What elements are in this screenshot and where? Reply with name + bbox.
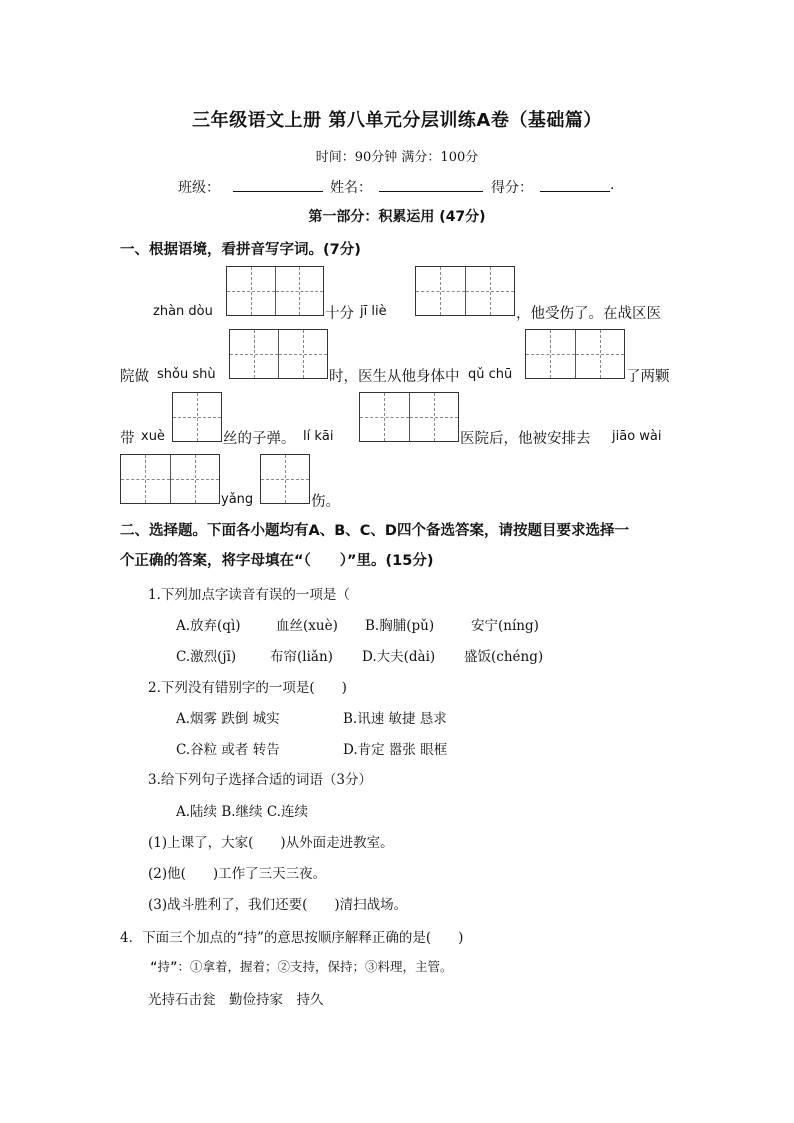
- writing-grid-xue[interactable]: [172, 392, 222, 442]
- q1-option-c1: C.激烈(jī): [176, 649, 237, 665]
- q3-sentence-1: (1)上课了，大家( )从外面走进教室。: [148, 835, 394, 851]
- pinyin-jilie: jī liè: [360, 304, 387, 319]
- q1-option-b2: 安宁(níng): [471, 618, 539, 634]
- q1-option-a2: 血丝(xuè): [276, 618, 338, 634]
- q3-word-options: A.陆续 B.继续 C.连续: [176, 804, 308, 820]
- score-label: 得分：: [491, 180, 533, 196]
- exam-time-score: 时间：90分钟 满分：100分: [315, 150, 479, 165]
- class-label: 班级：: [178, 180, 220, 196]
- score-blank[interactable]: [540, 177, 610, 196]
- part-one-title: 第一部分：积累运用 (47分): [308, 209, 486, 225]
- pinyin-quchu: qǔ chū: [468, 367, 513, 382]
- q3-sentence-3: (3)战斗胜利了，我们还要( )清扫战场。: [148, 897, 408, 913]
- q1-option-d2: 盛饭(chéng): [464, 649, 544, 665]
- section-two-heading-line2: 个正确的答案，将字母填在“（ ）”里。(15分): [120, 553, 434, 569]
- section-two-heading-line1: 二、选择题。下面各小题均有A、B、C、D四个备选答案，请按题目要求选择一: [120, 523, 629, 539]
- writing-grid-shoushu[interactable]: [229, 329, 328, 379]
- question-1-stem: 1.下列加点字读音有误的一项是（: [148, 587, 350, 603]
- question-4-stem: 4．下面三个加点的“持”的意思按顺序解释正确的是( ): [120, 930, 464, 946]
- pinyin-likai: lí kāi: [303, 429, 334, 444]
- text-shiyisheng: 时，医生从他身体中: [329, 369, 460, 385]
- q2-option-d: D.肯定 嚣张 眼框: [343, 742, 448, 758]
- writing-grid-likai[interactable]: [359, 392, 459, 442]
- writing-grid-zhandou[interactable]: [226, 266, 324, 316]
- text-dai: 带: [120, 431, 135, 447]
- q3-sentence-2: (2)他( )工作了三天三夜。: [148, 866, 327, 882]
- section-one-heading: 一、根据语境，看拼音写字词。(7分): [120, 242, 361, 258]
- score-end-mark: .: [610, 177, 615, 193]
- name-label: 姓名：: [330, 180, 372, 196]
- pinyin-yang: yǎng: [221, 492, 254, 507]
- question-3-stem: 3.给下列句子选择合适的词语（3分）: [148, 772, 372, 788]
- text-line1-end: ，他受伤了。在战区医: [516, 306, 661, 322]
- question-2-stem: 2.下列没有错别字的一项是( ): [148, 680, 347, 696]
- page-title: 三年级语文上册 第八单元分层训练A卷（基础篇）: [192, 110, 602, 131]
- text-yuanzuo: 院做: [120, 369, 149, 385]
- pinyin-jiaowai: jiāo wài: [612, 429, 662, 444]
- writing-grid-yang[interactable]: [260, 454, 310, 504]
- q1-option-c2: 布帘(liǎn): [270, 649, 333, 665]
- q2-option-a: A.烟雾 跌倒 城实: [176, 711, 280, 727]
- name-blank[interactable]: [379, 177, 483, 196]
- q1-option-a1: A.放弃(qì): [176, 618, 241, 634]
- class-blank[interactable]: [233, 177, 323, 196]
- text-sizidan: 丝的子弹。: [223, 431, 296, 447]
- text-lianke: 了两颗: [626, 369, 670, 385]
- q2-option-b: B.讯速 敏捷 恳求: [343, 711, 447, 727]
- text-shifen: 十分: [325, 306, 354, 322]
- pinyin-zhandou: zhàn dòu: [153, 304, 213, 319]
- writing-grid-jilie[interactable]: [415, 266, 515, 316]
- q4-words: 光持石击瓮 勤俭持家 持久: [148, 992, 324, 1008]
- text-yiyuanhou: 医院后，他被安排去: [460, 431, 591, 447]
- writing-grid-jiaowai[interactable]: [120, 454, 220, 504]
- q1-option-d1: D.大夫(dài): [362, 649, 436, 665]
- text-shang: 伤。: [311, 494, 340, 510]
- q4-definition: “持”：①拿着，握着；②支持，保持；③料理，主管。: [150, 959, 453, 974]
- pinyin-xue: xuè: [141, 429, 165, 444]
- pinyin-shoushu: shǒu shù: [157, 367, 216, 382]
- q1-option-b1: B.胸脯(pǔ): [365, 618, 435, 634]
- writing-grid-quchu[interactable]: [525, 329, 625, 379]
- q2-option-c: C.谷粒 或者 转告: [176, 742, 280, 758]
